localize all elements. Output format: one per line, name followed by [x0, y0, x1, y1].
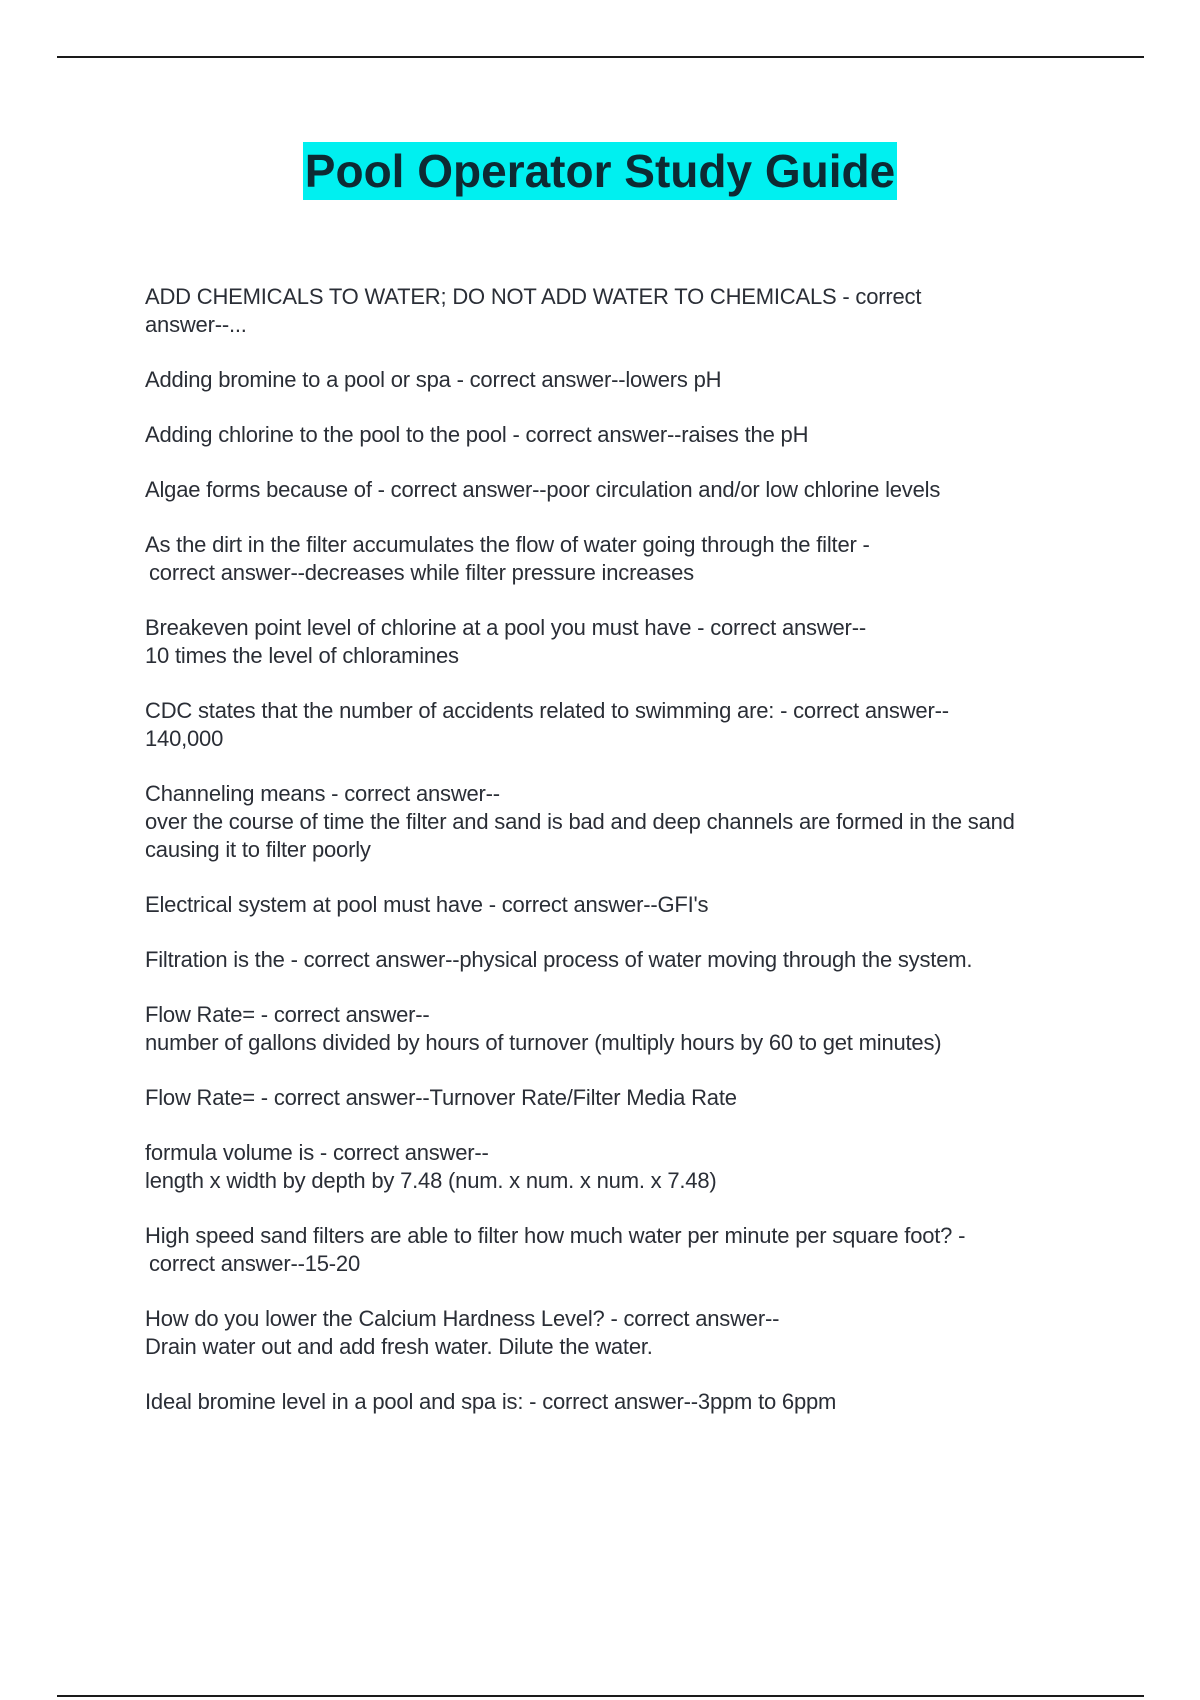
qa-item	[145, 891, 1085, 919]
qa-item	[145, 780, 1085, 864]
qa-text-line: causing it to filter poorly	[145, 837, 371, 862]
qa-text-line: How do you lower the Calcium Hardness Level? - correct answer--	[145, 1306, 780, 1331]
qa-text-line: formula volume is - correct answer--	[145, 1140, 489, 1165]
bottom-rule	[57, 1695, 1144, 1697]
title-container	[0, 142, 1200, 200]
qa-text-line: correct answer--15-20	[149, 1251, 360, 1276]
qa-text-line: Electrical system at pool must have - correct answer--GFI's	[145, 892, 709, 917]
qa-list	[145, 283, 1085, 1443]
qa-text-line: Channeling means - correct answer--	[145, 781, 500, 806]
qa-text-line: 10 times the level of chloramines	[145, 643, 459, 668]
qa-item	[145, 476, 1085, 504]
qa-item	[145, 1084, 1085, 1112]
qa-item	[145, 1139, 1085, 1195]
qa-text-line: Ideal bromine level in a pool and spa is: - correct answer--3ppm to 6ppm	[145, 1389, 837, 1414]
qa-text-line: Flow Rate= - correct answer--Turnover Rate/Filter Media Rate	[145, 1085, 737, 1110]
qa-item	[145, 1001, 1085, 1057]
qa-text-line: Drain water out and add fresh water. Dilute the water.	[145, 1334, 653, 1359]
qa-text-line: Adding chlorine to the pool to the pool - correct answer--raises the pH	[145, 422, 809, 447]
qa-item	[145, 421, 1085, 449]
qa-item	[145, 283, 1085, 339]
qa-item	[145, 1222, 1085, 1278]
qa-text-line: length x width by depth by 7.48 (num. x num. x num. x 7.48)	[145, 1168, 717, 1193]
qa-text-line: Breakeven point level of chlorine at a pool you must have - correct answer--	[145, 615, 866, 640]
qa-text-line: number of gallons divided by hours of turnover (multiply hours by 60 to get minutes)	[145, 1030, 942, 1055]
qa-item	[145, 1305, 1085, 1361]
qa-text-line: 140,000	[145, 726, 224, 751]
qa-item	[145, 366, 1085, 394]
qa-item	[145, 946, 1085, 974]
qa-item	[145, 1388, 1085, 1416]
qa-text-line: CDC states that the number of accidents related to swimming are: - correct answer--	[145, 698, 949, 723]
qa-item	[145, 697, 1085, 753]
qa-text-line: Filtration is the - correct answer--physical process of water moving through the system.	[145, 947, 973, 972]
qa-text-line: correct answer--decreases while filter pressure increases	[149, 560, 694, 585]
qa-text-line: Flow Rate= - correct answer--	[145, 1002, 430, 1027]
qa-text-line: Algae forms because of - correct answer--poor circulation and/or low chlorine levels	[145, 477, 941, 502]
qa-text-line: As the dirt in the filter accumulates the flow of water going through the filter -	[145, 532, 870, 557]
qa-item	[145, 531, 1085, 587]
page-title: Pool Operator Study Guide	[303, 142, 897, 200]
qa-item	[145, 614, 1085, 670]
qa-text-line: over the course of time the filter and sand is bad and deep channels are formed in the sand	[145, 809, 1015, 834]
qa-text-line: answer--...	[145, 312, 247, 337]
qa-text-line: High speed sand filters are able to filter how much water per minute per square foot? -	[145, 1223, 966, 1248]
qa-text-line: ADD CHEMICALS TO WATER; DO NOT ADD WATER TO CHEMICALS - correct	[145, 284, 922, 309]
qa-text-line: Adding bromine to a pool or spa - correct answer--lowers pH	[145, 367, 722, 392]
top-rule	[57, 56, 1144, 58]
